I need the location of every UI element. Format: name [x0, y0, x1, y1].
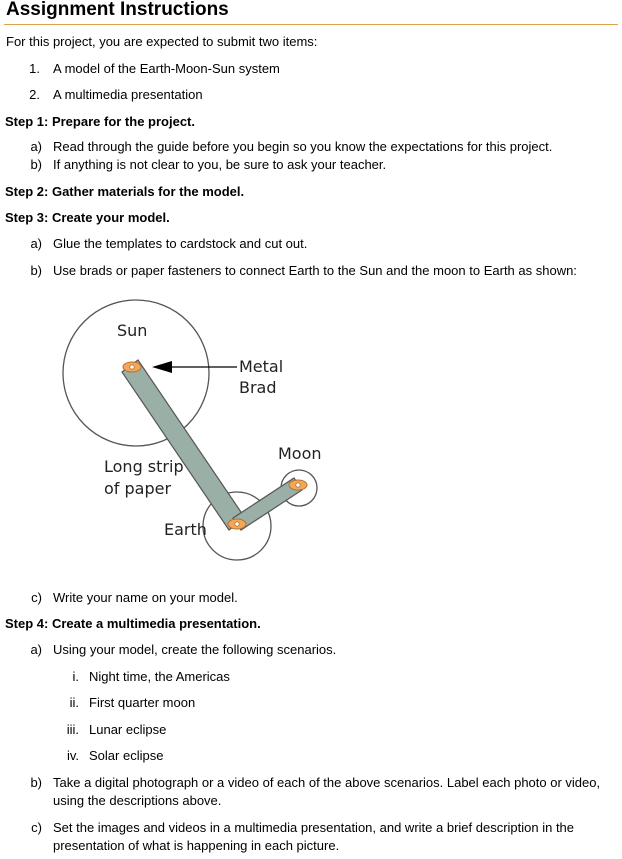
- list-marker: a): [30, 236, 42, 251]
- list-item: Solar eclipse: [89, 748, 164, 763]
- list-item: Using your model, create the following scenarios.: [53, 642, 337, 657]
- list-item: Use brads or paper fasteners to connect Earth to the Sun and the moon to Earth as shown:: [53, 263, 577, 278]
- list-item: A model of the Earth-Moon-Sun system: [53, 61, 280, 76]
- list-marker: a): [30, 139, 42, 154]
- list-item-line: Take a digital photograph or a video of each of the above scenarios. Label each photo or video,: [53, 775, 601, 790]
- list-marker: 1.: [29, 61, 40, 76]
- list-item: First quarter moon: [89, 695, 196, 710]
- list-item: If anything is not clear to you, be sure to ask your teacher.: [53, 157, 387, 172]
- list-item-line: presentation of what is happening in each picture.: [53, 838, 340, 853]
- earth-moon-sun-diagram: [55, 290, 345, 570]
- moon-label: Moon: [278, 444, 322, 463]
- list-item-line: Set the images and videos in a multimedia presentation, and write a brief description in the: [53, 820, 575, 835]
- list-marker: b): [30, 157, 42, 172]
- list-item: Write your name on your model.: [53, 590, 238, 605]
- list-item: Lunar eclipse: [89, 722, 167, 737]
- earth-label: Earth: [164, 520, 207, 539]
- list-marker: b): [30, 775, 42, 790]
- intro-text: For this project, you are expected to submit two items:: [6, 34, 318, 49]
- list-marker: 2.: [29, 87, 40, 102]
- strip-label-line1: Long strip: [104, 457, 184, 476]
- page-title: Assignment Instructions: [6, 0, 229, 20]
- list-item: Night time, the Americas: [89, 669, 230, 684]
- step3-heading: Step 3: Create your model.: [5, 210, 170, 225]
- list-marker: i.: [72, 669, 79, 684]
- brad-icon: [123, 362, 141, 372]
- step1-heading: Step 1: Prepare for the project.: [5, 114, 195, 129]
- list-item: Glue the templates to cardstock and cut out.: [53, 236, 308, 251]
- list-marker: b): [30, 263, 42, 278]
- list-item: Read through the guide before you begin so you know the expectations for this project.: [53, 139, 553, 154]
- step2-heading: Step 2: Gather materials for the model.: [5, 184, 245, 199]
- step4-heading: Step 4: Create a multimedia presentation.: [5, 616, 261, 631]
- list-marker: a): [30, 642, 42, 657]
- strip-label-line2: of paper: [104, 479, 172, 498]
- list-marker: ii.: [69, 695, 79, 710]
- list-item-line: using the descriptions above.: [53, 793, 222, 808]
- brad-label-line2: Brad: [239, 378, 277, 397]
- list-marker: iv.: [66, 748, 79, 763]
- brad-label-line1: Metal: [239, 357, 284, 376]
- sun-label: Sun: [117, 321, 148, 340]
- list-marker: iii.: [66, 722, 79, 737]
- list-marker: c): [31, 820, 42, 835]
- brad-icon: [228, 519, 246, 529]
- list-item: A multimedia presentation: [53, 87, 203, 102]
- brad-icon: [289, 480, 307, 490]
- list-marker: c): [31, 590, 42, 605]
- title-rule: [4, 24, 618, 25]
